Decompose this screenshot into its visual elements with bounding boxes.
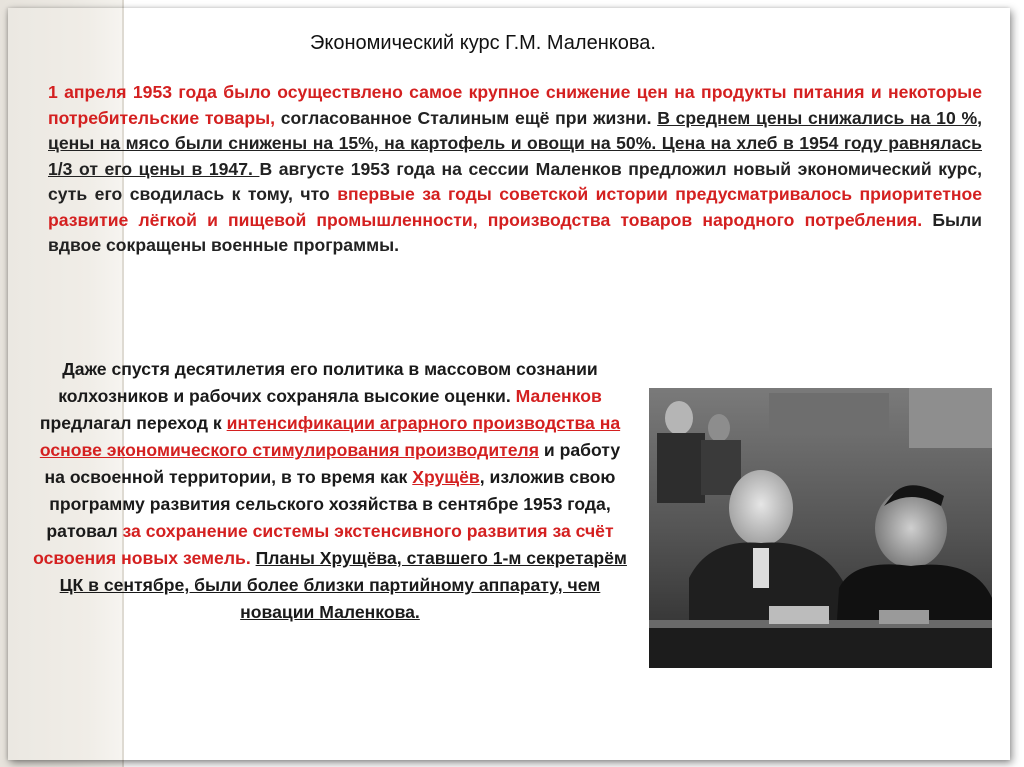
para1-text-military: Были вдвое сокращены военные программы. bbox=[48, 209, 982, 255]
para2-text-proposed: предлагал переход к bbox=[39, 413, 227, 433]
slide-title: Экономический курс Г.М. Маленкова. bbox=[310, 32, 656, 54]
para1-underlined-prices: В среднем цены снижались на 10 %, цены на мясо были снижены на 15%, на картофель и овощи на 50%. Цена на хлеб в 1954 году равнялась 1/3 от его цены в 1947. bbox=[48, 107, 982, 179]
para2-red-malenkov: Маленков bbox=[515, 386, 602, 406]
paragraph-price-reduction bbox=[48, 80, 982, 259]
para2-text-territory: и работу на освоенной территории, в то время как bbox=[44, 440, 621, 487]
para2-underlined-plans: Планы Хрущёва, ставшего 1-м секретарём ЦК в сентябре, были более близки партийному аппарату, чем новации Маленкова. bbox=[59, 548, 627, 622]
para1-text-august: В августе 1953 года на сессии Маленков предложил новый экономический курс, суть его сводилась к тому, что bbox=[48, 158, 983, 204]
para2-red-extensive: за сохранение системы экстенсивного развития за счёт освоения новых земель. bbox=[33, 521, 614, 568]
para2-red-intensification: интенсификации аграрного производства на основе экономического стимулирования производителя bbox=[39, 413, 621, 460]
photo-illustration bbox=[649, 388, 992, 668]
para1-red-lead: 1 апреля 1953 года было осуществлено самое крупное снижение цен на продукты питания и некоторые потребительские товары, bbox=[48, 82, 982, 128]
para2-text-program: , изложив свою программу развития сельского хозяйства в сентябре 1953 года, ратовал bbox=[46, 467, 616, 541]
para1-red-priority: впервые за годы советской истории предусматривалось приоритетное развитие лёгкой и пищевой промышленности, производства товаров народного потребления. bbox=[48, 184, 982, 230]
para2-red-khrushchev: Хрущёв bbox=[412, 467, 480, 487]
historical-photo bbox=[649, 388, 992, 668]
para1-text-stalin: согласованное Сталиным ещё при жизни. bbox=[275, 107, 658, 128]
para2-text-decades: Даже спустя десятилетия его политика в массовом сознании колхозников и рабочих сохраняла высокие оценки. bbox=[58, 359, 598, 406]
paragraph-agrarian-policy bbox=[30, 356, 630, 626]
